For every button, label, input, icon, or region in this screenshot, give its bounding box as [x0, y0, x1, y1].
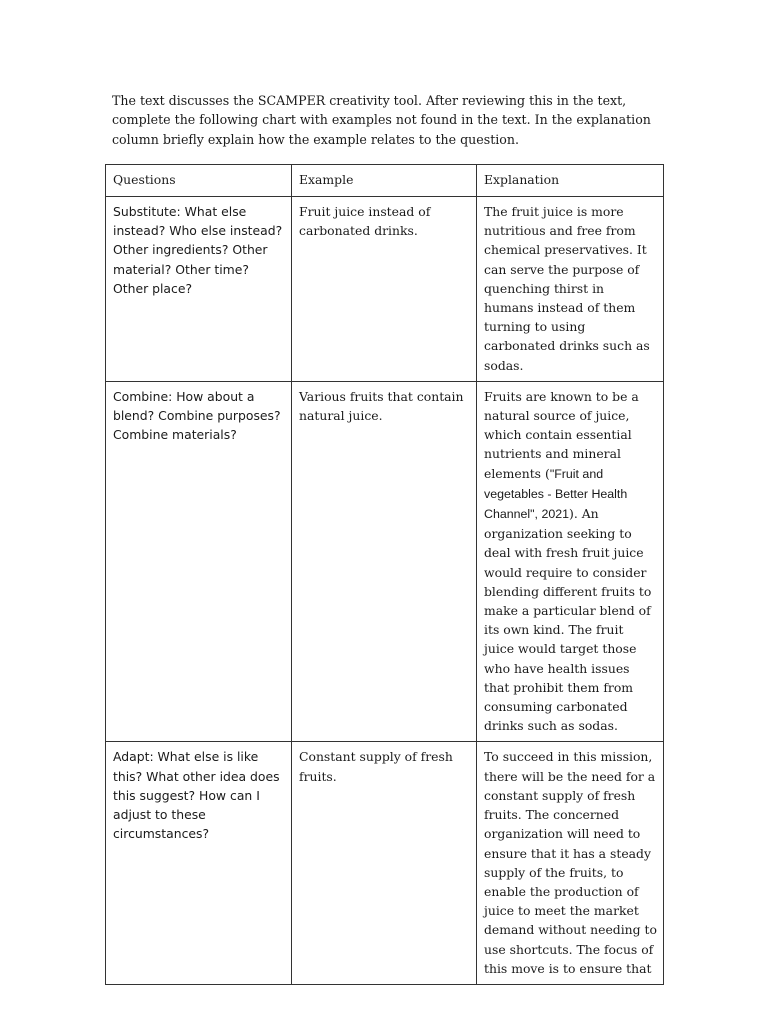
explanation-cell: The fruit juice is more nutritious and free from chemical preservatives. It can serve the purpose of quenching thirst in humans instead of them turning to using carbonated drinks such as sodas. [477, 197, 664, 382]
explanation-text: Fruits are known to be a natural source of juice, which contain essential nutrients and mineral elements ( [484, 388, 639, 481]
table-header-row [106, 165, 664, 197]
example-cell: Various fruits that contain natural juice. [292, 381, 477, 742]
table-row [106, 742, 664, 984]
intro-paragraph: The text discusses the SCAMPER creativity tool. After reviewing this in the text, complete the following chart with examples not found in the text. In the explanation column briefly explain how the example relates to the question. [112, 93, 651, 147]
explanation-text-continued: ). An organization seeking to deal with fresh fruit juice would require to consider blending different fruits to make a particular blend of its own kind. The fruit juice would target those who have health issues that prohibit them from consuming carbonated drinks such as sodas. [484, 506, 652, 734]
example-cell: Constant supply of fresh fruits. [292, 742, 477, 984]
question-cell: Combine: How about a blend? Combine purposes? Combine materials? [106, 381, 292, 742]
example-cell: Fruit juice instead of carbonated drinks. [292, 197, 477, 382]
header-questions: Questions [106, 165, 292, 197]
header-explanation: Explanation [477, 165, 664, 197]
explanation-cell: To succeed in this mission, there will be the need for a constant supply of fresh fruits. The concerned organization will need to ensure that it has a steady supply of the fruits, to enable the production of juice to meet the market demand without needing to use shortcuts. The focus of this move is to ensure that [477, 742, 664, 984]
question-cell: Adapt: What else is like this? What other idea does this suggest? How can I adjust to these circumstances? [106, 742, 292, 984]
table-row [106, 381, 664, 742]
header-example: Example [292, 165, 477, 197]
citation-text: "Fruit and vegetables - Better Health Channel", 2021 [484, 466, 628, 522]
scamper-chart-table [105, 164, 664, 985]
question-cell: Substitute: What else instead? Who else instead? Other ingredients? Other material? Other time? Other place? [106, 197, 292, 382]
table-row [106, 197, 664, 382]
explanation-cell [477, 381, 664, 742]
